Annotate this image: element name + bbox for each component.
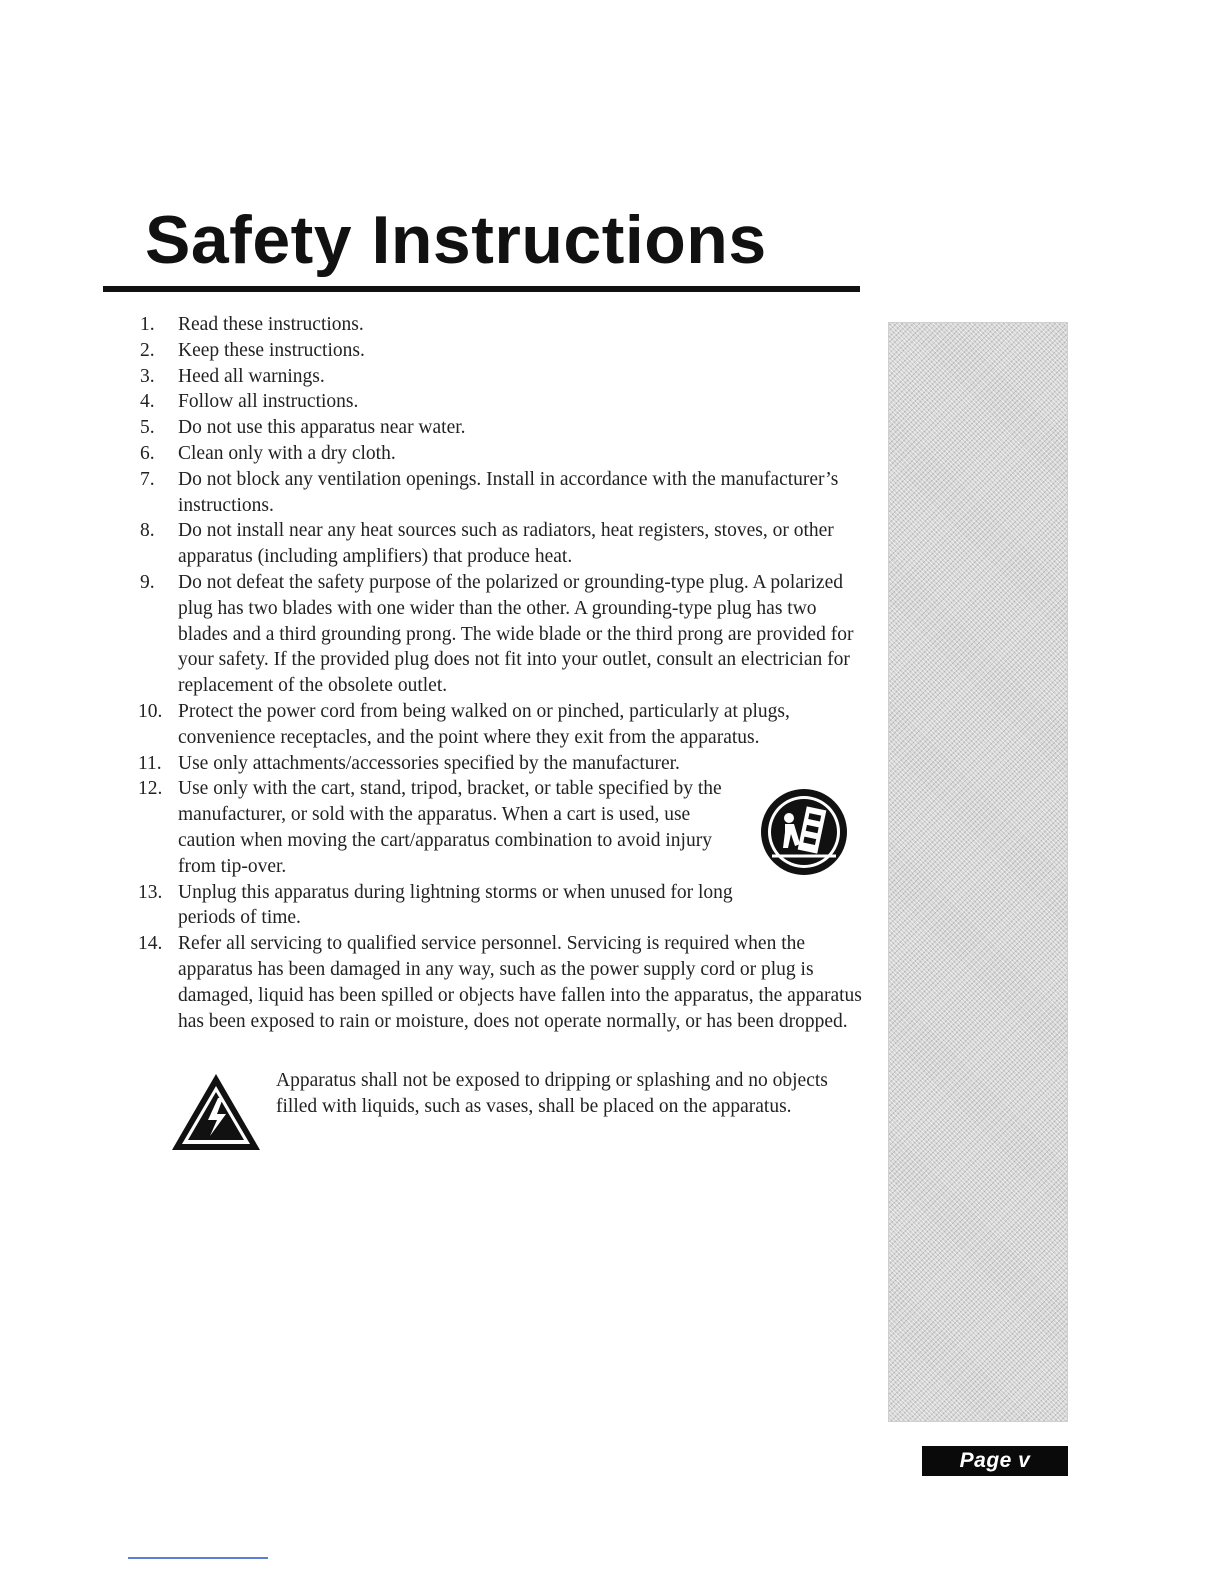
page-number-label: Page v [922,1446,1068,1476]
page-title: Safety Instructions [145,202,767,278]
lightning-warning-triangle-icon [170,1072,262,1152]
list-item-text: Protect the power cord from being walked on or pinched, particularly at plugs, convenience receptacles, and the point where they exit from the apparatus. [178,700,790,748]
list-item-number: 6. [140,442,155,464]
list-item-number: 11. [138,752,162,774]
list-item-number: 9. [140,571,155,593]
list-item-number: 2. [140,339,155,361]
list-item-text: Refer all servicing to qualified service personnel. Servicing is required when the apparatus has been damaged in any way, such as the power supply cord or plug is damaged, liquid has been spilled or objects have fallen into the apparatus, the apparatus has been exposed to rain or moisture, does not operate normally, or has been dropped. [178,933,862,1032]
list-item-number: 14. [138,933,163,955]
footer-line [128,1557,268,1559]
list-item [140,931,870,1034]
list-item-text: Use only attachments/accessories specified by the manufacturer. [178,752,680,774]
list-item-text: Do not install near any heat sources such as radiators, heat registers, stoves, or other apparatus (including amplifiers) that produce heat. [178,520,834,568]
list-item-text: Use only with the cart, stand, tripod, bracket, or table specified by the manufacturer, or sold with the apparatus. When a cart is used, use caution when moving the cart/apparatus combination to avoid injury from tip-over. [178,778,722,877]
list-item [140,699,870,751]
list-item-text: Follow all instructions. [178,391,359,413]
list-item-text: Keep these instructions. [178,339,365,361]
list-item [140,441,870,467]
list-item-text: Heed all warnings. [178,365,325,387]
list-item-number: 12. [138,778,163,800]
cart-tip-over-warning-icon [758,786,850,878]
list-item [140,312,870,338]
safety-instructions-list [140,312,870,1034]
list-item [140,389,870,415]
list-item [140,751,870,777]
list-item-text: Do not defeat the safety purpose of the polarized or grounding-type plug. A polarized plug has two blades with one wider than the other. A grounding-type plug has two blades and a third grounding prong. The wide blade or the third prong are provided for your safety. If the provided plug does not fit into your outlet, consult an electrician for replacement of the obsolete outlet. [178,571,854,697]
list-item [140,467,870,519]
list-item-text: Do not use this apparatus near water. [178,417,466,439]
list-item-text: Do not block any ventilation openings. Install in accordance with the manufacturer’s instructions. [178,468,839,516]
list-item-number: 5. [140,417,155,439]
title-underline [103,286,860,292]
list-item-number: 3. [140,365,155,387]
list-item-number: 4. [140,391,155,413]
list-item-number: 1. [140,314,155,335]
list-item [140,364,870,390]
warning-text: Apparatus shall not be exposed to dripping or splashing and no objects filled with liquids, such as vases, shall be placed on the apparatus. [276,1070,828,1117]
list-item-number: 7. [140,468,155,490]
side-shaded-band [888,322,1068,1422]
list-item-text: Clean only with a dry cloth. [178,442,396,464]
list-item [140,415,870,441]
list-item-number: 8. [140,520,155,542]
list-item [140,880,870,932]
list-item-text: Read these instructions. [178,314,364,335]
list-item [140,570,870,699]
list-item-number: 13. [138,881,163,903]
list-item [140,338,870,364]
list-item-text: Unplug this apparatus during lightning storms or when unused for long periods of time. [178,881,733,929]
list-item [140,518,870,570]
list-item-number: 10. [138,700,163,722]
